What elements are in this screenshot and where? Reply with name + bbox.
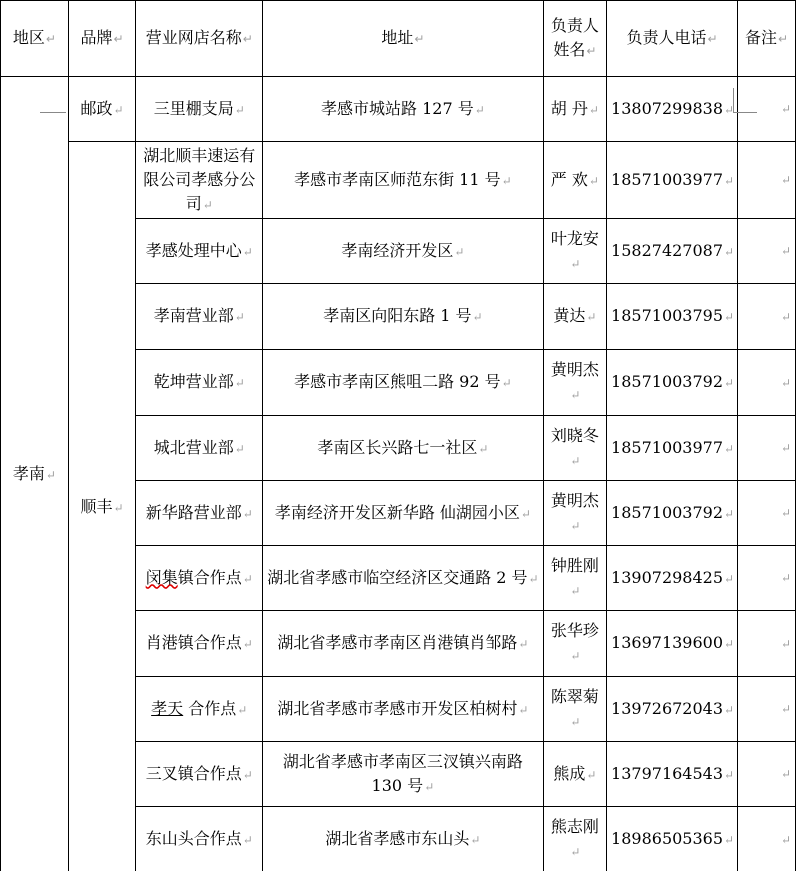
header-note: 备注↵	[738, 1, 796, 77]
table-row	[1, 77, 796, 142]
person-cell: 黄明杰↵	[543, 481, 606, 546]
header-phone: 负责人电话↵	[607, 1, 738, 77]
brand-cell-postal: 邮政↵	[68, 77, 136, 142]
note-cell: ↵	[738, 742, 796, 807]
cell-corner-mark	[733, 88, 734, 112]
person-cell: 张华珍↵	[543, 611, 606, 677]
note-cell: ↵	[738, 611, 796, 677]
address-cell: 湖北省孝感市孝感市开发区柏树村↵	[263, 677, 544, 742]
person-cell: 黄达↵	[543, 284, 606, 350]
phone-cell: 15827427087↵	[607, 219, 738, 284]
cell-corner-mark	[733, 112, 757, 113]
outlet-name-cell: 三叉镇合作点↵	[136, 742, 263, 807]
address-cell: 孝南区长兴路七一社区↵	[263, 416, 544, 481]
note-cell: ↵	[738, 219, 796, 284]
address-cell: 湖北省孝感市孝南区肖港镇肖邹路↵	[263, 611, 544, 677]
phone-cell: 18571003977↵	[607, 416, 738, 481]
phone-cell: 18571003792↵	[607, 350, 738, 416]
person-cell: 钟胜刚↵	[543, 546, 606, 611]
outlet-name-cell: 三里棚支局↵	[136, 77, 263, 142]
address-cell: 湖北省孝感市东山头↵	[263, 807, 544, 871]
outlet-name-cell: 东山头合作点↵	[136, 807, 263, 871]
person-cell: 熊成↵	[543, 742, 606, 807]
note-cell: ↵	[738, 807, 796, 871]
address-cell: 孝感市孝南区师范东街 11 号↵	[263, 142, 544, 219]
person-cell: 严 欢↵	[543, 142, 606, 219]
phone-cell: 13972672043↵	[607, 677, 738, 742]
address-cell: 孝南区向阳东路 1 号↵	[263, 284, 544, 350]
note-cell: ↵	[738, 677, 796, 742]
header-address: 地址↵	[263, 1, 544, 77]
brand-cell-sf: 顺丰↵	[68, 142, 136, 871]
note-cell: ↵	[738, 350, 796, 416]
address-cell: 孝南经济开发区↵	[263, 219, 544, 284]
phone-cell: 18986505365↵	[607, 807, 738, 871]
note-cell: ↵	[738, 546, 796, 611]
cell-corner-mark	[40, 112, 66, 113]
phone-cell: 18571003795↵	[607, 284, 738, 350]
address-cell: 孝南经济开发区新华路 仙湖园小区↵	[263, 481, 544, 546]
header-brand: 品牌↵	[68, 1, 136, 77]
outlet-name-cell: 孝天 合作点↵	[136, 677, 263, 742]
address-cell: 孝感市孝南区熊咀二路 92 号↵	[263, 350, 544, 416]
table-row	[1, 142, 796, 219]
note-cell: ↵	[738, 142, 796, 219]
address-cell: 孝感市城站路 127 号↵	[263, 77, 544, 142]
outlet-name-cell: 城北营业部↵	[136, 416, 263, 481]
outlet-name-cell: 新华路营业部↵	[136, 481, 263, 546]
outlet-name-cell: 孝南营业部↵	[136, 284, 263, 350]
phone-cell: 13907298425↵	[607, 546, 738, 611]
note-cell: ↵	[738, 284, 796, 350]
outlet-name-cell: 乾坤营业部↵	[136, 350, 263, 416]
outlet-name-cell: 闵集镇合作点↵	[136, 546, 263, 611]
phone-cell: 18571003792↵	[607, 481, 738, 546]
address-cell: 湖北省孝感市孝南区三汊镇兴南路 130 号↵	[263, 742, 544, 807]
person-cell: 刘晓冬↵	[543, 416, 606, 481]
person-cell: 胡 丹↵	[543, 77, 606, 142]
region-cell: 孝南↵	[1, 77, 69, 871]
note-cell: ↵	[738, 481, 796, 546]
outlet-name-cell: 孝感处理中心↵	[136, 219, 263, 284]
header-outlet-name: 营业网店名称↵	[136, 1, 263, 77]
address-cell: 湖北省孝感市临空经济区交通路 2 号↵	[263, 546, 544, 611]
outlet-name-cell: 肖港镇合作点↵	[136, 611, 263, 677]
person-cell: 熊志刚↵	[543, 807, 606, 871]
phone-cell: 13697139600↵	[607, 611, 738, 677]
person-cell: 叶龙安↵	[543, 219, 606, 284]
phone-cell: 13797164543↵	[607, 742, 738, 807]
phone-cell: 18571003977↵	[607, 142, 738, 219]
outlet-name-cell: 湖北顺丰速运有限公司孝感分公司↵	[136, 142, 263, 219]
phone-cell: 13807299838↵	[607, 77, 738, 142]
header-person: 负责人姓名↵	[543, 1, 606, 77]
person-cell: 黄明杰↵	[543, 350, 606, 416]
note-cell: ↵	[738, 416, 796, 481]
person-cell: 陈翠菊↵	[543, 677, 606, 742]
header-row	[1, 1, 796, 77]
header-region: 地区↵	[1, 1, 69, 77]
note-cell: ↵	[738, 77, 796, 142]
